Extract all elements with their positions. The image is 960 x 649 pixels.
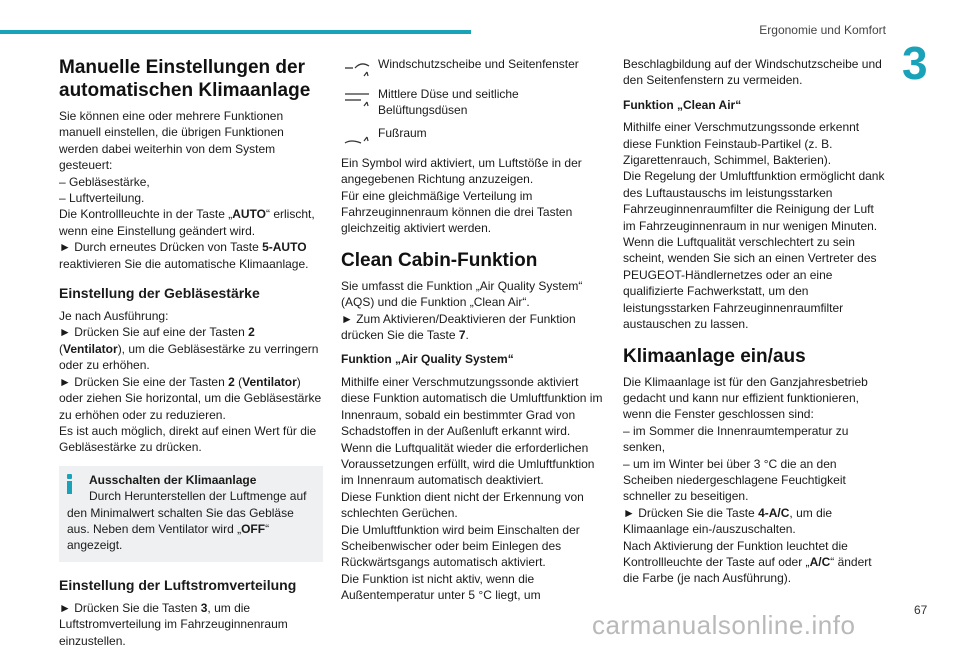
intro-paragraph: Sie können eine oder mehrere Funktionen manuell einstellen, die übrigen Funktionen werden dabei weiterhin von dem System gesteuert: – Gebläsestärke, – Luftverteilung.	[59, 109, 284, 206]
heading-aqs: Funktion „Air Quality System“	[341, 352, 514, 367]
page-number: 67	[914, 603, 928, 617]
info-box-text: Durch Herunterstellen der Luftmenge auf den Minimalwert schalten Sie das Gebläse aus. Neben dem Ventilator wird „OFF“ angezeigt.	[67, 489, 307, 553]
heading-ac-on-off: Klimaanlage ein/aus	[623, 345, 806, 367]
auto-indicator-paragraph: Die Kontrollleuchte in der Taste „AUTO“ erlischt, wenn eine Einstellung geändert wird.	[59, 207, 315, 238]
clean-cabin-step: ► Zum Aktivieren/Deaktivieren der Funktion drücken Sie die Taste 7.	[341, 311, 576, 343]
info-box-ac-off	[59, 466, 323, 562]
heading-blower-speed: Einstellung der Gebläsestärke	[59, 285, 260, 302]
auto-reactivate-step: ► Durch erneutes Drücken von Taste 5-AUTO reaktivieren Sie die automatische Klimaanlage.	[59, 240, 309, 271]
windshield-airflow-icon	[341, 56, 373, 80]
symbol-row-center-vent	[341, 86, 607, 119]
watermark: carmanualsonline.info	[592, 610, 856, 640]
symbol-label-center-vent: Mittlere Düse und seitliche Belüftungsdüsen	[378, 87, 519, 118]
symbol-activation-note: Ein Symbol wird aktiviert, um Luftstöße in der angegebenen Richtung anzuzeigen. Für eine gleichmäßige Verteilung im Fahrzeuginnenraum können die drei Tasten gleichzeitig aktiviert werden.	[341, 155, 582, 236]
blower-step-2: ► Drücken Sie eine der Tasten 2 (Ventilator) oder ziehen Sie horizontal, um die Gebläsestärke zu erhöhen oder zu reduzieren.	[59, 374, 322, 422]
section-header: Ergonomie und Komfort	[759, 23, 886, 37]
symbol-label-footwell: Fußraum	[378, 125, 427, 140]
info-box-title: Ausschalten der Klimaanlage	[89, 472, 257, 487]
symbol-row-footwell	[341, 125, 607, 149]
header-accent-bar	[0, 30, 471, 34]
ac-intro: Die Klimaanlage ist für den Ganzjahresbetrieb gedacht und kann nur effizient funktionieren, wenn die Fenster geschlossen sind: – im Sommer die Innenraumtemperatur zu senken, – um im Winter bei über 3 °C die an den Scheiben niedergeschlagene Feuchtigkeit schneller zu beseitigen.	[623, 374, 868, 504]
air-distribution-step: ► Drücken Sie die Tasten 3, um die Luftstromverteilung im Fahrzeuginnenraum einzustellen.	[59, 600, 288, 648]
clean-air-text: Mithilfe einer Verschmutzungssonde erkennt diese Funktion Feinstaub-Partikel (z. B. Zigarettenrauch, Schimmel, Bakterien). Die Regelung der Umluftfunktion ermöglicht dank des Luftaustauschs im leistungsstarken Fahrzeuginnenraumfilter die Reinigung der Luft im Fahrzeuginnenraum in nur wenigen Minuten. Wenn die Luftqualität verschlechtert zu sein scheint, wenden Sie sich an einen Vertreter des PEUGEOT-Händlernetzes oder an eine qualifizierte Fachwerkstatt, um den leistungsstarken Fahrzeuginnenraumfilter austauschen zu lassen.	[623, 120, 885, 332]
aqs-text: Mithilfe einer Verschmutzungssonde aktiviert diese Funktion automatisch die Umluftfunktion im Innenraum, sobald ein bestimmter Grad von Schadstoffen in der Außenluft erkannt wird. Wenn die Luftqualität wieder die erforderlichen Voraussetzungen erfüllt, wird die Umluftfunktion im Innenraum automatisch deaktiviert. Diese Funktion dient nicht der Erkennung von schlechten Gerüchen. Die Umluftfunktion wird beim Einschalten der Scheibenwischer oder beim Einlegen des Rückwärtsgangs automatisch aktiviert. Die Funktion ist nicht aktiv, wenn die Außentemperatur unter 5 °C liegt, um	[341, 374, 603, 603]
info-icon	[67, 474, 72, 494]
column-right	[623, 56, 885, 587]
heading-air-distribution: Einstellung der Luftstromverteilung	[59, 576, 297, 593]
clean-cabin-intro: Sie umfasst die Funktion „Air Quality System“ (AQS) und die Funktion „Clean Air“.	[341, 278, 583, 310]
blower-step-1: ► Drücken Sie auf eine der Tasten 2 (Ventilator), um die Gebläsestärke zu verringern oder zu erhöhen.	[59, 325, 319, 373]
symbol-label-windshield: Windschutzscheibe und Seitenfenster	[378, 57, 579, 71]
footwell-airflow-icon	[341, 125, 373, 149]
symbol-row-windshield	[341, 56, 607, 80]
heading-clean-air: Funktion „Clean Air“	[623, 97, 742, 112]
blower-direct-value-note: Es ist auch möglich, direkt auf einen Wert für die Gebläsestärke zu drücken.	[59, 423, 317, 455]
chapter-number: 3	[902, 37, 928, 89]
aqs-continued-text: Beschlagbildung auf der Windschutzscheibe und den Seitenfenstern zu vermeiden.	[623, 57, 882, 88]
blower-version-note: Je nach Ausführung:	[59, 309, 169, 324]
section-title-manual: Manuelle Einstellungen der automatischen Klimaanlage	[59, 57, 311, 101]
ac-indicator-note: Nach Aktivierung der Funktion leuchtet die Kontrollleuchte der Taste auf oder „A/C“ ändert die Farbe (je nach Ausführung).	[623, 538, 872, 586]
heading-clean-cabin: Clean Cabin-Funktion	[341, 249, 538, 271]
center-vent-airflow-icon	[341, 86, 373, 110]
column-left	[59, 56, 323, 649]
ac-step: ► Drücken Sie die Taste 4-A/C, um die Klimaanlage ein-/auszuschalten.	[623, 505, 833, 537]
column-middle	[341, 56, 607, 604]
